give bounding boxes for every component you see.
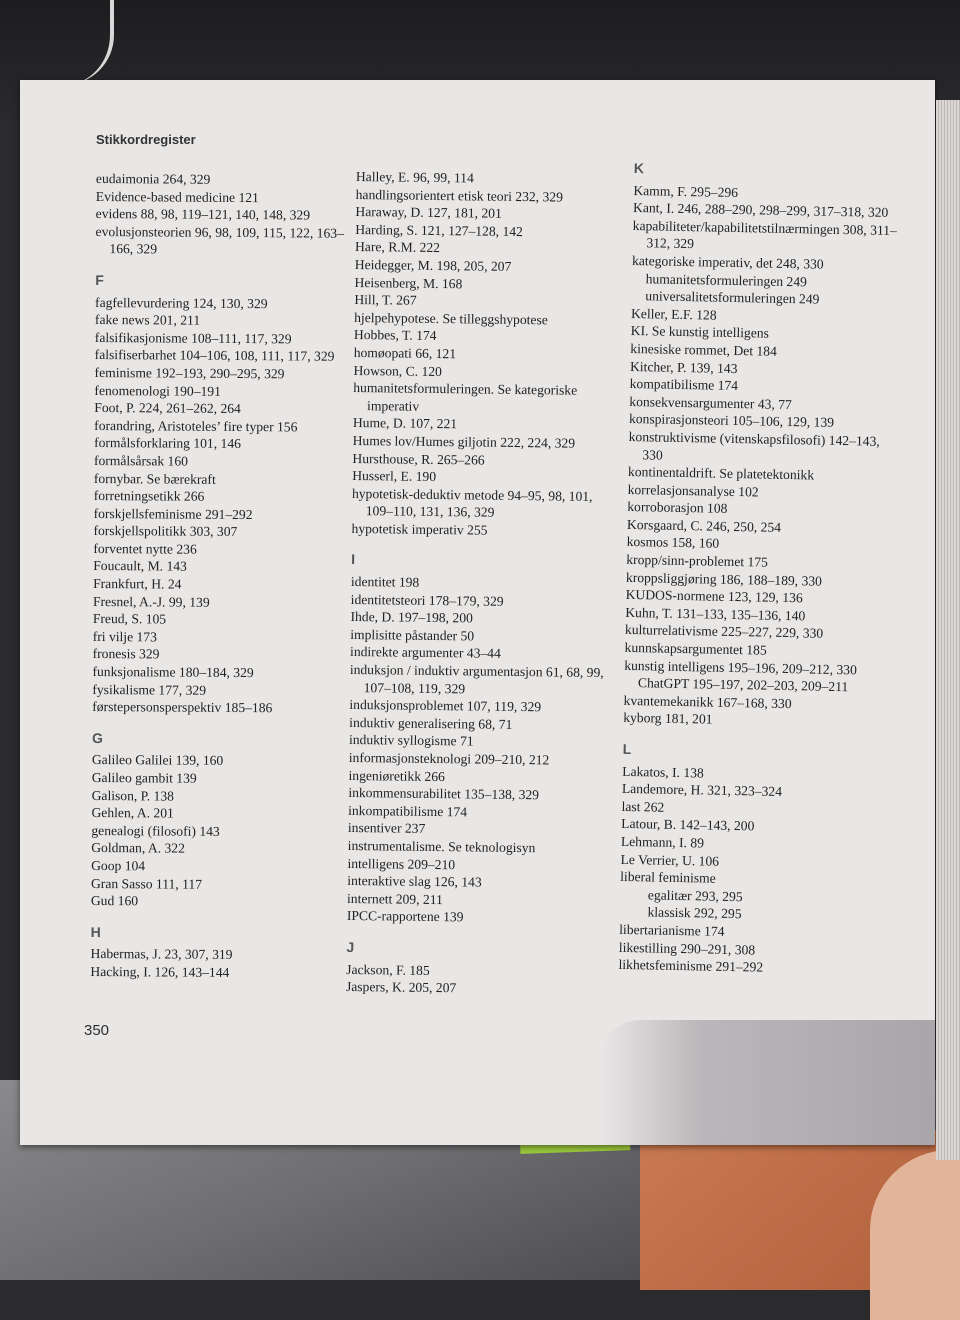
index-entry: induktiv syllogisme 71: [348, 732, 474, 749]
index-entry: Fresnel, A.-J. 99, 139: [92, 593, 210, 610]
index-entry: indirekte argumenter 43–44: [349, 644, 501, 662]
index-entry: Hursthouse, R. 265–266: [352, 450, 485, 468]
index-entry: forretningsetikk 266: [93, 488, 205, 504]
index-entry: KUDOS-normene 123, 129, 136: [625, 587, 803, 606]
index-entry: likestilling 290–291, 308: [618, 939, 756, 958]
index-entry: Hare, R.M. 222: [354, 239, 441, 256]
index-entry: evolusjonsteorien 96, 98, 109, 115, 122, 163–166, 329: [95, 223, 344, 257]
index-entry: last 262: [621, 798, 665, 815]
index-entry: genealogi (filosofi) 143: [91, 822, 220, 839]
index-entry: forandring, Aristoteles’ fire typer 156: [94, 417, 298, 435]
index-column-1: [90, 170, 356, 982]
index-entry: Kitcher, P. 139, 143: [629, 358, 738, 376]
index-entry: Jaspers, K. 205, 207: [345, 979, 457, 996]
index-entry: inkommensurabilitet 135–138, 329: [348, 785, 540, 803]
index-letter-heading: K: [633, 160, 645, 177]
index-entry: Keller, E.F. 128: [630, 305, 717, 323]
index-entry: internett 209, 211: [346, 890, 443, 907]
index-entry: Evidence-based medicine 121: [95, 188, 259, 205]
index-entry: likhetsfeminisme 291–292: [618, 956, 764, 975]
index-entry: Foucault, M. 143: [93, 558, 187, 575]
index-entry: konsekvensargumenter 43, 77: [629, 393, 792, 412]
index-entry: evidens 88, 98, 119–121, 140, 148, 329: [95, 206, 311, 223]
index-entry: Kamm, F. 295–296: [633, 182, 739, 200]
index-entry: informasjonsteknologi 209–210, 212: [348, 749, 550, 768]
index-entry: IPCC-rapportene 139: [346, 908, 464, 925]
index-entry: hypotetisk-deduktiv metode 94–95, 98, 101, 109–110, 131, 136, 329: [351, 485, 593, 520]
index-entry: Galileo Galilei 139, 160: [91, 752, 224, 769]
index-entry: Lehmann, I. 89: [620, 833, 705, 851]
index-entry: libertarianisme 174: [619, 921, 725, 939]
index-entry: Korsgaard, C. 246, 250, 254: [626, 516, 782, 535]
index-entry: induktiv generalisering 68, 71: [349, 714, 513, 732]
index-entry: konstruktivisme (vitenskapsfilosofi) 142–143, 330: [628, 428, 880, 463]
index-entry: Hume, D. 107, 221: [352, 415, 458, 432]
index-letter-heading: G: [91, 729, 103, 746]
index-entry: fenomenologi 190–191: [94, 382, 221, 399]
index-letter-heading: F: [95, 271, 104, 289]
index-entry: Galileo gambit 139: [91, 769, 197, 786]
index-entry: Le Verrier, U. 106: [620, 851, 720, 869]
index-entry: hypotetisk imperativ 255: [351, 520, 488, 538]
index-entry: handlingsorientert etisk teori 232, 329: [355, 186, 564, 205]
index-entry: kulturrelativisme 225–227, 229, 330: [624, 622, 824, 642]
index-entry: forskjellspolitikk 303, 307: [93, 523, 238, 540]
index-entry: kapabiliteter/kapabilitetstilnærmingen 308, 311–312, 329: [632, 217, 897, 252]
index-entry: hjelpehypotese. Se tilleggshypotese: [354, 309, 548, 328]
index-entry: ingeniøretikk 266: [348, 767, 445, 784]
index-entry: kyborg 181, 201: [623, 710, 713, 728]
index-entry: Hobbes, T. 174: [353, 327, 437, 344]
index-entry: Habermas, J. 23, 307, 319: [90, 946, 233, 963]
index-entry: Howson, C. 120: [353, 362, 442, 379]
index-entry: Frankfurt, H. 24: [93, 576, 182, 592]
index-entry: Latour, B. 142–143, 200: [621, 816, 755, 834]
index-entry: kunstig intelligens 195–196, 209–212, 330: [624, 657, 858, 677]
index-entry: identitet 198: [350, 574, 420, 590]
index-entry: Freud, S. 105: [92, 611, 167, 627]
index-entry: forventet nytte 236: [93, 540, 197, 557]
index-entry: Ihde, D. 197–198, 200: [350, 609, 473, 626]
index-entry: Humes lov/Humes giljotin 222, 224, 329: [352, 432, 576, 451]
index-entry: konspirasjonsteori 105–106, 129, 139: [628, 411, 835, 431]
index-entry: korrelasjonsanalyse 102: [627, 481, 759, 500]
index-entry: Heisenberg, M. 168: [354, 274, 463, 291]
index-entry: liberal feminisme: [620, 869, 716, 886]
index-entry: kategoriske imperativ, det 248, 330: [631, 252, 824, 272]
photo-shadow: [600, 1020, 935, 1145]
index-entry: Gud 160: [90, 893, 139, 909]
page-number: 350: [84, 1022, 110, 1039]
index-entry: KI. Se kunstig intelligens: [630, 323, 770, 341]
index-entry: Hill, T. 267: [354, 292, 417, 308]
index-entry: kinesiske rommet, Det 184: [630, 340, 777, 359]
index-subentry: universalitetsformuleringen 249: [645, 288, 820, 307]
index-entry: kroppsliggjøring 186, 188–189, 330: [625, 569, 823, 589]
index-entry: fornybar. Se bærekraft: [93, 470, 216, 487]
index-subentry: humanitetsformuleringen 249: [645, 270, 808, 289]
index-subentry: ChatGPT 195–197, 202–203, 209–211: [637, 675, 849, 695]
index-entry: Gran Sasso 111, 117: [90, 875, 203, 892]
index-entry: eudaimonia 264, 329: [95, 170, 211, 187]
index-entry: induksjonsproblemet 107, 119, 329: [349, 697, 542, 715]
index-entry: Halley, E. 96, 99, 114: [355, 168, 474, 186]
index-entry: formålsforklaring 101, 146: [94, 435, 242, 452]
index-entry: kropp/sinn-problemet 175: [626, 551, 769, 570]
index-letter-heading: H: [90, 923, 101, 940]
index-entry: fronesis 329: [92, 646, 160, 662]
index-entry: Haraway, D. 127, 181, 201: [355, 204, 502, 221]
index-entry: Jackson, F. 185: [346, 961, 430, 978]
index-letter-heading: I: [351, 551, 356, 568]
index-entry: Foot, P. 224, 261–262, 264: [94, 400, 241, 417]
index-column-3: [618, 160, 899, 979]
index-entry: inkompatibilisme 174: [348, 802, 468, 820]
index-entry: Heidegger, M. 198, 205, 207: [354, 256, 512, 274]
index-entry: kvantemekanikk 167–168, 330: [623, 692, 792, 711]
index-letter-heading: J: [346, 938, 355, 955]
index-entry: interaktive slag 126, 143: [347, 873, 482, 890]
index-entry: intelligens 209–210: [347, 855, 456, 872]
index-entry: kontinentaldrift. Se platetektonikk: [627, 464, 815, 483]
index-entry: Kant, I. 246, 288–290, 298–299, 317–318, 320: [632, 200, 889, 221]
index-entry: Goldman, A. 322: [91, 840, 185, 857]
index-entry: homøopati 66, 121: [353, 344, 457, 362]
index-entry: falsifikasjonisme 108–111, 117, 329: [94, 329, 292, 347]
index-entry: Lakatos, I. 138: [622, 763, 704, 781]
index-entry: korroborasjon 108: [627, 499, 728, 517]
index-entry: Husserl, E. 190: [352, 468, 437, 485]
index-entry: identitetsteori 178–179, 329: [350, 591, 504, 609]
page-edge: [936, 100, 960, 1160]
running-head: Stikkordregister: [96, 132, 196, 147]
index-entry: formålsårsak 160: [93, 452, 189, 469]
index-letter-heading: L: [622, 740, 632, 758]
index-entry: induksjon / induktiv argumentasjon 61, 68, 99, 107–108, 119, 329: [349, 661, 604, 696]
index-subentry: egalitær 293, 295: [647, 887, 743, 904]
index-entry: Galison, P. 138: [91, 787, 175, 804]
index-entry: Gehlen, A. 201: [91, 805, 174, 821]
index-entry: falsifiserbarhet 104–106, 108, 111, 117, 329: [94, 347, 335, 365]
index-entry: fysikalisme 177, 329: [92, 681, 207, 698]
index-entry: humanitetsformuleringen. Se kategoriske imperativ: [353, 380, 578, 414]
index-entry: førstepersonsperspektiv 185–186: [92, 699, 273, 716]
index-entry: forskjellsfeminisme 291–292: [93, 505, 253, 522]
index-entry: Kuhn, T. 131–133, 135–136, 140: [625, 604, 806, 624]
index-entry: fagfellevurdering 124, 130, 329: [95, 294, 268, 311]
index-entry: Hacking, I. 126, 143–144: [90, 963, 230, 980]
index-entry: implisitte påstander 50: [350, 626, 475, 644]
index-entry: fake news 201, 211: [94, 312, 201, 328]
index-entry: feminisme 192–193, 290–295, 329: [94, 364, 285, 382]
index-subentry: klassisk 292, 295: [647, 904, 742, 922]
index-entry: kompatibilisme 174: [629, 376, 739, 394]
index-entry: Landemore, H. 321, 323–324: [621, 781, 783, 800]
index-entry: Harding, S. 121, 127–128, 142: [355, 221, 523, 239]
index-entry: kosmos 158, 160: [626, 534, 720, 552]
index-entry: instrumentalisme. Se teknologisyn: [347, 837, 536, 856]
index-entry: Goop 104: [91, 857, 146, 874]
index-entry: fri vilje 173: [92, 628, 157, 645]
index-entry: kunnskapsargumentet 185: [624, 639, 767, 658]
index-entry: funksjonalisme 180–184, 329: [92, 664, 254, 681]
index-entry: insentiver 237: [347, 820, 426, 837]
index-column-2: [346, 168, 621, 999]
